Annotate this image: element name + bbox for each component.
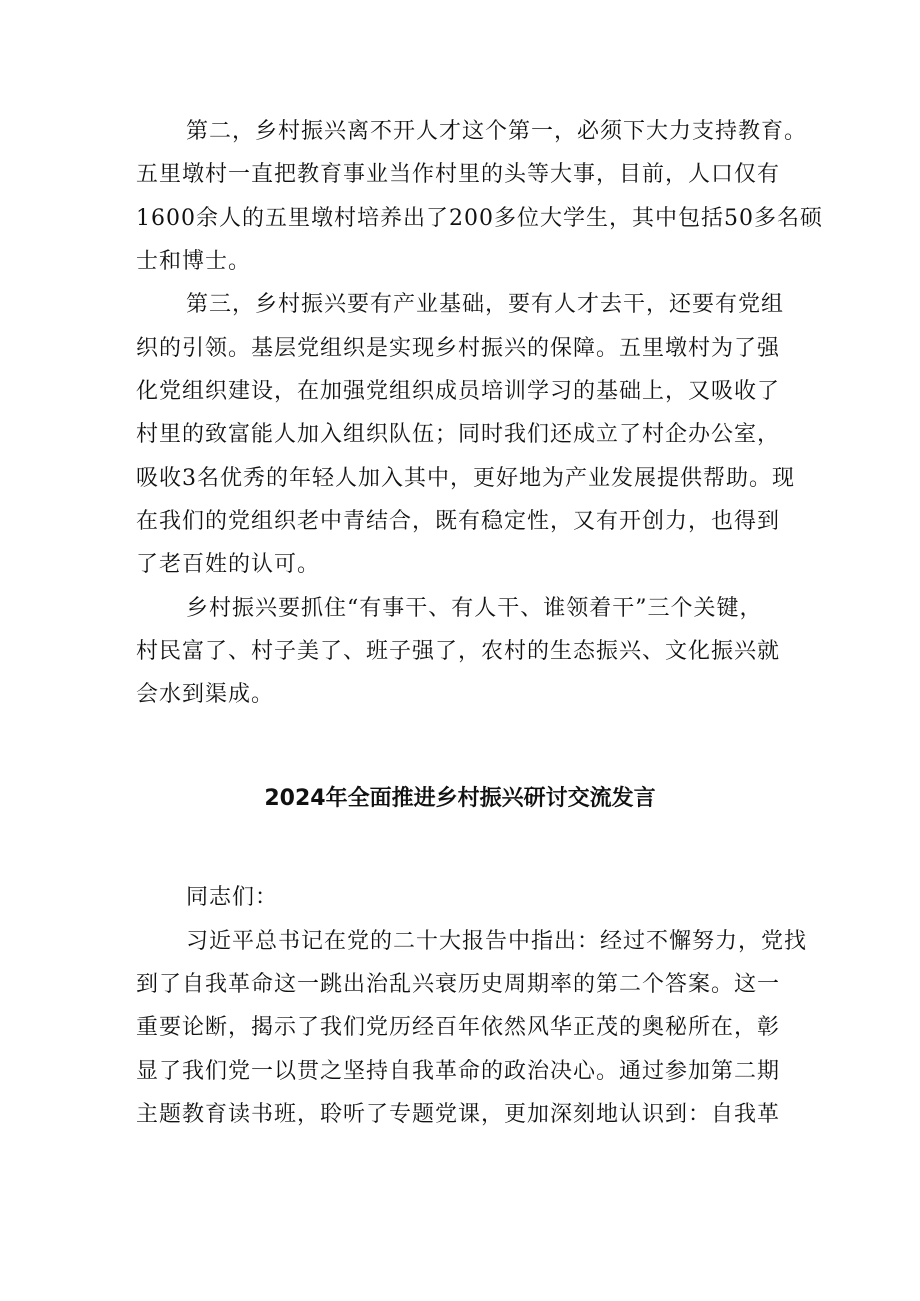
paragraph-line: 在我们的党组织老中青结合，既有稳定性，又有开创力，也得到 [136,509,781,534]
paragraph-line: 织的引领。基层党组织是实现乡村振兴的保障。五里墩村为了强 [136,336,781,361]
paragraph-line: 显了我们党一以贯之坚持自我革命的政治决心。通过参加第二期 [136,1059,781,1084]
paragraph-line: 吸收3名优秀的年轻人加入其中，更好地为产业发展提供帮助。现 [136,466,795,491]
paragraph-line: 主题教育读书班，聆听了专题党课，更加深刻地认识到：自我革 [136,1102,781,1127]
paragraph-line: 五里墩村一直把教育事业当作村里的头等大事，目前，人口仅有 [136,162,781,187]
paragraph-line: 1600余人的五里墩村培养出了200多位大学生，其中包括50多名硕 [136,206,823,231]
paragraph-line: 习近平总书记在党的二十大报告中指出：经过不懈努力，党找 [186,929,808,954]
paragraph-line: 第三，乡村振兴要有产业基础，要有人才去干，还要有党组 [186,292,785,317]
paragraph-line: 第二，乡村振兴离不开人才这个第一，必须下大力支持教育。 [186,119,808,144]
section-title: 2024年全面推进乡村振兴研讨交流发言 [264,786,656,811]
paragraph-line: 士和博士。 [136,249,252,274]
paragraph-line: 了老百姓的认可。 [136,552,321,577]
paragraph-line: 化党组织建设，在加强党组织成员培训学习的基础上，又吸收了 [136,379,781,404]
paragraph-line: 会水到渠成。 [136,682,275,707]
paragraph-line: 乡村振兴要抓住“有事干、有人干、谁领着干”三个关键， [186,596,763,621]
paragraph-line: 村民富了、村子美了、班子强了，农村的生态振兴、文化振兴就 [136,639,781,664]
paragraph-line: 到了自我革命这一跳出治乱兴衰历史周期率的第二个答案。这一 [136,972,781,997]
paragraph-line: 村里的致富能人加入组织队伍；同时我们还成立了村企办公室， [136,422,781,447]
paragraph-line: 重要论断，揭示了我们党历经百年依然风华正茂的奥秘所在，彰 [136,1015,781,1040]
salutation: 同志们： [186,885,279,910]
